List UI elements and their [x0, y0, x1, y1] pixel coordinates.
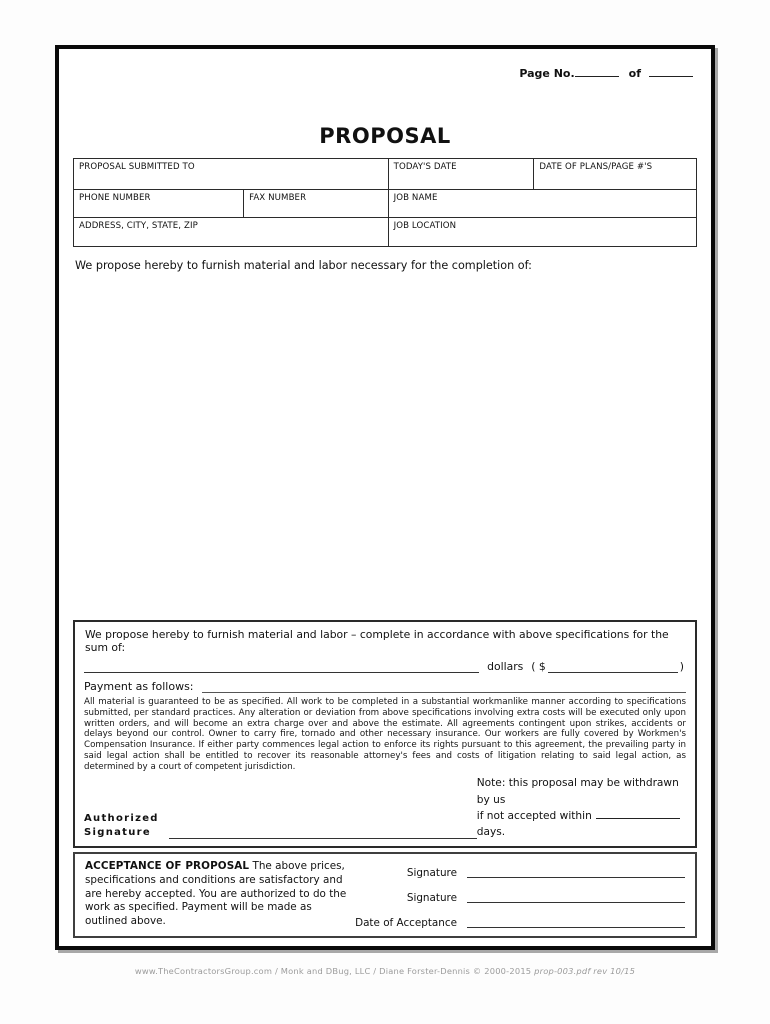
field-job-location-label: JOB LOCATION: [393, 221, 457, 231]
acceptance-signatures: [349, 860, 685, 929]
authorized-signature-line[interactable]: [169, 838, 477, 839]
field-fax-number[interactable]: [244, 190, 389, 218]
acceptance-body: The above prices, specifications and conditions are satisfactory and are hereby accepted. You are authorized to do the work as specified. Payment will be made as outlined above.: [85, 859, 347, 928]
sum-numeric-amount-line[interactable]: [548, 672, 678, 673]
acceptance-signature-row-2: [355, 886, 685, 904]
acceptance-signature-line-2[interactable]: [467, 902, 685, 903]
date-of-acceptance-line[interactable]: [467, 927, 685, 928]
field-fax-number-label: FAX NUMBER: [249, 193, 307, 203]
field-date-of-plans-label: DATE OF PLANS/PAGE #'S: [539, 162, 653, 172]
payment-terms-line[interactable]: [202, 692, 686, 693]
field-todays-date[interactable]: [388, 159, 534, 190]
dollars-label: dollars: [487, 660, 524, 674]
sum-box: [73, 620, 697, 848]
note-prefix: if not accepted within: [476, 810, 592, 823]
sum-line-text: We propose hereby to furnish material and labor – complete in accordance with above specifications for the sum of:: [85, 628, 669, 655]
signature1-label: Signature: [406, 866, 457, 879]
note-line2: [477, 808, 686, 841]
page-title: PROPOSAL: [319, 124, 451, 148]
field-job-location[interactable]: [388, 218, 696, 247]
field-proposal-submitted-to[interactable]: [74, 159, 389, 190]
page-number-row: [73, 67, 697, 80]
field-job-name[interactable]: [388, 190, 696, 218]
field-phone-number[interactable]: [74, 190, 244, 218]
signature2-label: Signature: [406, 891, 457, 904]
payment-row: [84, 677, 686, 693]
authorized-word: Authorized: [84, 812, 159, 824]
acceptance-heading: ACCEPTANCE OF PROPOSAL: [85, 859, 250, 872]
acceptance-text: [85, 860, 349, 929]
withdrawal-note: [477, 775, 686, 841]
note-line1: Note: this proposal may be withdrawn by us: [476, 777, 679, 806]
payment-label: Payment as follows:: [84, 680, 194, 694]
fine-print-text: All material is guaranteed to be as specified. All work to be completed in a substantial workmanlike manner according to specifications submitted, per standard practices. Any alteration or deviation from above specifications involving extra costs will be executed only upon written orders, and will become an extra charge over and above the estimate. All agreements contingent upon strikes, accidents or delays beyond our control. Owner to carry fire, tornado and other necessary insurance. Our workers are fully covered by Workmen's Compensation Insurance. If either party commences legal action to enforce its rights pursuant to this agreement, the prevailing party in said legal action shall be entitled to recover its reasonable attorney's fees and costs of litigation relating to said legal action, as determined by a court of competent jurisdiction.: [84, 697, 686, 772]
field-address-label: ADDRESS, CITY, STATE, ZIP: [79, 221, 198, 231]
date-of-acceptance-label: Date of Acceptance: [355, 916, 457, 929]
paren-open-label: ( $: [531, 660, 546, 674]
info-table: [73, 158, 697, 247]
field-todays-date-label: TODAY'S DATE: [393, 162, 457, 172]
field-proposal-submitted-to-label: PROPOSAL SUBMITTED TO: [79, 162, 195, 172]
proposal-description-area[interactable]: [73, 272, 697, 620]
acceptance-signature-line-1[interactable]: [467, 877, 685, 878]
acceptance-signature-row-1: [355, 861, 685, 879]
date-of-acceptance-row: [355, 911, 685, 929]
page-no-blank[interactable]: [575, 76, 619, 77]
field-job-name-label: JOB NAME: [393, 193, 438, 203]
sum-written-amount-line[interactable]: [84, 672, 479, 673]
footer-text: www.TheContractorsGroup.com / Monk and DBug, LLC / Diane Forster-Dennis © 2000-2015: [134, 966, 535, 976]
field-address[interactable]: [74, 218, 389, 247]
paren-close-label: ): [679, 660, 684, 674]
intro-text: We propose hereby to furnish material and labor necessary for the completion of:: [75, 259, 532, 272]
footer-revision: prop-003.pdf rev 10/15: [534, 966, 636, 976]
acceptance-box: [73, 852, 697, 938]
days-label: days.: [476, 826, 506, 839]
days-blank[interactable]: [596, 818, 680, 819]
page-no-label: Page No.: [519, 67, 575, 80]
of-label: of: [628, 67, 641, 80]
page-total-blank[interactable]: [649, 76, 693, 77]
field-date-of-plans[interactable]: [534, 159, 697, 190]
authorized-signature-row: [84, 775, 686, 841]
authorized-signature-label: [84, 812, 159, 841]
field-phone-number-label: PHONE NUMBER: [79, 193, 151, 203]
signature-word: Signature: [84, 827, 151, 839]
form-sheet: [55, 45, 715, 950]
dollars-row: [84, 656, 686, 673]
footer-credit: [0, 966, 770, 976]
